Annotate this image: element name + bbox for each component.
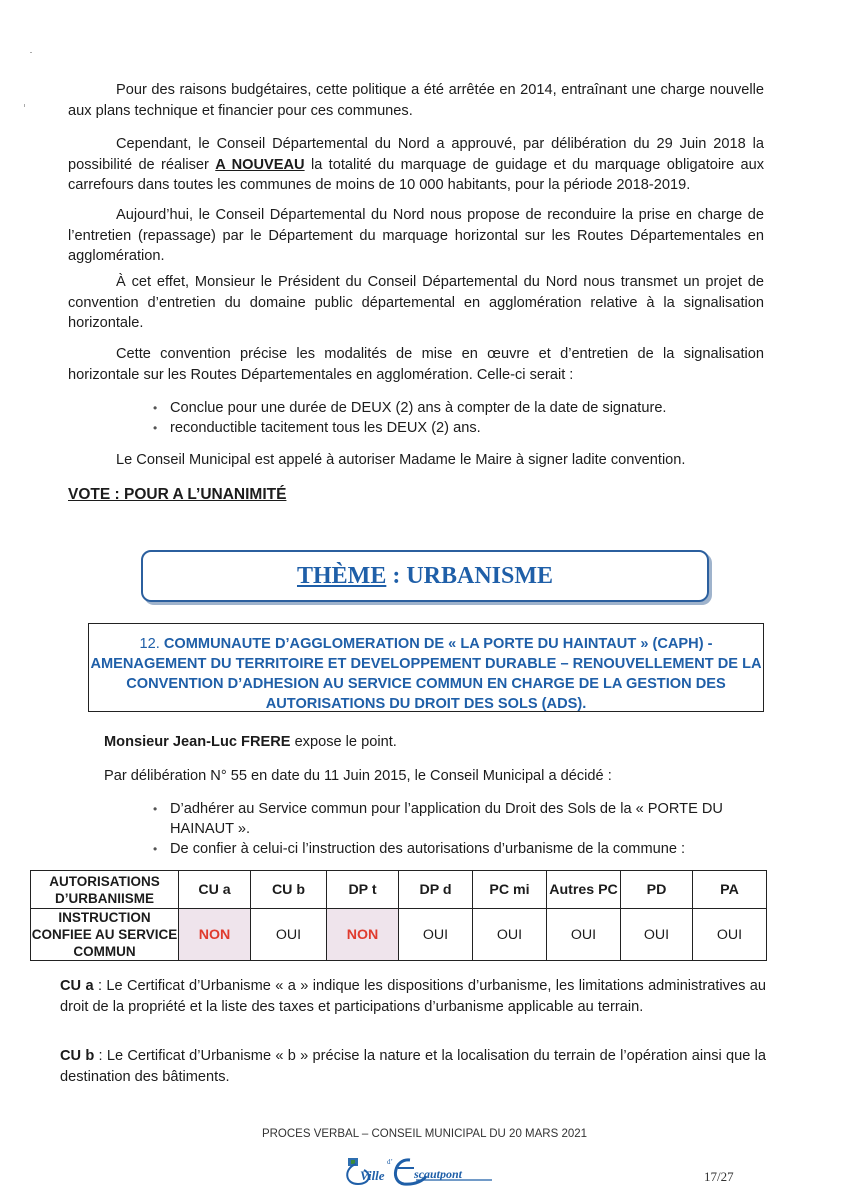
table-row-label: INSTRUCTION CONFIEE AU SERVICE COMMUN xyxy=(31,910,178,959)
table-cell: OUI xyxy=(251,909,327,961)
theme-banner xyxy=(141,550,709,602)
svg-text:Ville: Ville xyxy=(360,1168,385,1183)
decisions-list xyxy=(145,799,735,859)
vote-result: VOTE : POUR A L’UNANIMITÉ xyxy=(68,486,287,503)
paragraph-proposal: Aujourd’hui, le Conseil Départemental du Nord nous propose de reconduire la prise en charge de l’entretien (repassage) par le Département du marquage horizontal sur les Routes Départementales en agglomération. xyxy=(68,207,764,264)
list-item: • Conclue pour une durée de DEUX (2) ans à compter de la date de signature. xyxy=(145,398,765,418)
column-header: PD xyxy=(621,871,693,909)
list-item: • reconductible tacitement tous les DEUX (2) ans. xyxy=(145,418,765,438)
paragraph-authorization: Le Conseil Municipal est appelé à autoriser Madame le Maire à signer ladite convention. xyxy=(116,452,686,468)
paragraph-convention-details: Cette convention précise les modalités de mise en œuvre et d’entretien de la signalisation horizontale sur les Routes Départementales en agglomération. Celle-ci serait : xyxy=(68,346,764,383)
table-row xyxy=(31,909,767,961)
scan-speck xyxy=(30,52,32,53)
table-cell: NON xyxy=(327,909,399,961)
column-header: CU b xyxy=(251,871,327,909)
theme-title: THÈME : URBANISME xyxy=(296,563,554,589)
table-header-label: AUTORISATIONS D’URBANIISME xyxy=(31,871,179,909)
table-cell: NON xyxy=(179,909,251,961)
column-header: Autres PC xyxy=(547,871,621,909)
column-header: CU a xyxy=(179,871,251,909)
paragraph-budget: Pour des raisons budgétaires, cette politique a été arrêtée en 2014, entraînant une charge nouvelle aux plans technique et financier pour ces communes. xyxy=(68,82,764,119)
column-header: PC mi xyxy=(473,871,547,909)
table-cell: OUI xyxy=(547,909,621,961)
definition-cu-b: CU b : Le Certificat d’Urbanisme « b » précise la nature et la localisation du terrain de l’opération ainsi que la destination des bâtiments. xyxy=(60,1048,766,1085)
emphasis-a-nouveau: A NOUVEAU xyxy=(215,156,305,173)
point-number: 12. xyxy=(139,636,160,652)
column-header: PA xyxy=(693,871,767,909)
column-header: DP t xyxy=(327,871,399,909)
definition-cu-a: CU a : Le Certificat d’Urbanisme « a » indique les dispositions d’urbanisme, les limitations administratives au droit de la propriété et la liste des taxes et participations d’urbanisme applicable au terrain. xyxy=(60,978,766,1015)
table-cell: OUI xyxy=(473,909,547,961)
page-number: 17/27 xyxy=(704,1169,734,1184)
svg-text:scautpont: scautpont xyxy=(414,1167,463,1181)
svg-text:d’: d’ xyxy=(387,1158,393,1166)
presenter-line: Monsieur Jean-Luc FRERE expose le point. xyxy=(104,734,397,750)
column-header: DP d xyxy=(399,871,473,909)
table-header-row xyxy=(31,871,767,909)
convention-terms-list xyxy=(145,398,765,438)
paragraph-deliberation: Par délibération N° 55 en date du 11 Juin 2015, le Conseil Municipal a décidé : xyxy=(104,768,612,784)
scan-speck xyxy=(24,104,25,107)
page-footer: PROCES VERBAL – CONSEIL MUNICIPAL DU 20 MARS 2021 xyxy=(261,1128,588,1140)
authorizations-table xyxy=(30,870,767,961)
table-cell: OUI xyxy=(621,909,693,961)
point-title: COMMUNAUTE D’AGGLOMERATION DE « LA PORTE DU HAINTAUT » (CAPH) - AMENAGEMENT DU TERRITOIRE ET DEVELOPPEMENT DURABLE – RENOUVELLEMENT DE LA CONVENTION D’ADHESION AU SERVICE COMMUN EN CHARGE DE LA GESTION DES AUTORISATIONS DU DROIT DES SOLS (ADS). xyxy=(90,636,762,712)
table-cell: OUI xyxy=(399,909,473,961)
paragraph-convention-project: À cet effet, Monsieur le Président du Conseil Départemental du Nord nous transmet un projet de convention d’entretien du domaine public départemental en agglomération relative à la signalisation horizontale. xyxy=(68,274,764,331)
list-item: • De confier à celui-ci l’instruction des autorisations d’urbanisme de la commune : xyxy=(145,839,735,859)
list-item: • D’adhérer au Service commun pour l’application du Droit des Sols de la « PORTE DU HAINAUT ». xyxy=(145,799,735,839)
ville-escautpont-logo xyxy=(342,1152,502,1192)
paragraph-approval: Cependant, le Conseil Départemental du Nord a approuvé, par délibération du 29 Juin 2018 la possibilité de réaliser A NOUVEAU la totalité du marquage de guidage et du marquage obligatoire aux carrefours dans toutes les communes de moins de 10 000 habitants, pour la période 2018-2019. xyxy=(68,136,764,193)
table-cell: OUI xyxy=(693,909,767,961)
agenda-point-box xyxy=(88,623,764,712)
